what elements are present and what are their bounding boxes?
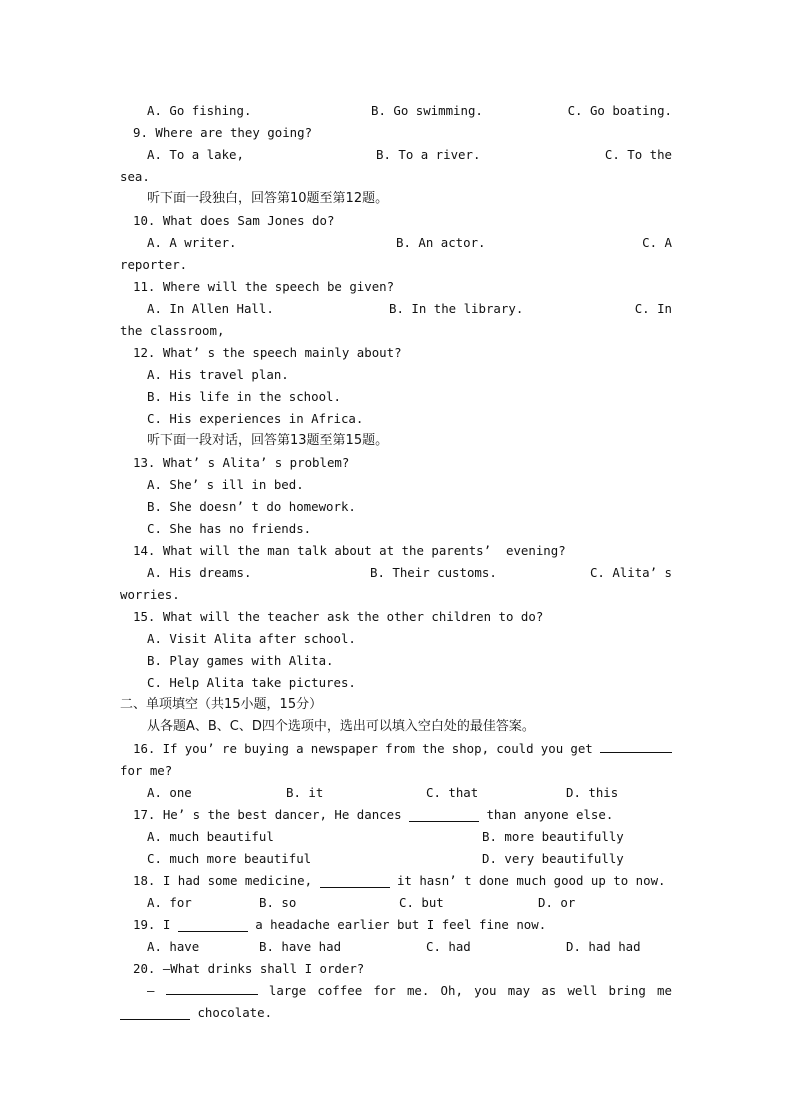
q16-wrap: for me?: [120, 763, 173, 778]
q19-question: [120, 914, 672, 936]
q20-dash: —: [147, 983, 155, 998]
q17-option-a: A. much beautiful: [147, 829, 274, 844]
q14-option-b: B. Their customs.: [370, 565, 497, 580]
q8-option-b: B. Go swimming.: [371, 103, 483, 118]
q17-options-row2: [120, 848, 672, 870]
q19-option-d: D. had had: [566, 939, 641, 954]
part2-instruction: 从各题A、B、C、D四个选项中，选出可以填入空白处的最佳答案。: [147, 719, 535, 734]
q11-options: [120, 298, 672, 320]
q16-answer-blank[interactable]: [600, 738, 672, 753]
q20-answer-blank-2[interactable]: [120, 1005, 190, 1020]
q11-option-b: B. In the library.: [389, 301, 524, 316]
q20-question: 20. —What drinks shall I order?: [133, 961, 365, 976]
q12-option-c: C. His experiences in Africa.: [147, 411, 364, 426]
q16-word: the: [422, 741, 445, 756]
q20-word: for: [373, 983, 396, 998]
q9-question: 9. Where are they going?: [133, 125, 313, 140]
q16-word: newspaper: [310, 741, 378, 756]
q17-text-before: 17. He’ s the best dancer, He dances: [133, 807, 410, 822]
q20-wrap: [120, 1002, 672, 1024]
q15-option-a: A. Visit Alita after school.: [147, 631, 356, 646]
q16-option-c: C. that: [426, 785, 479, 800]
q20-word: large: [268, 983, 307, 998]
q19-answer-blank[interactable]: [178, 917, 248, 932]
section-monologue: 听下面一段独白，回答第10题至第12题。: [147, 191, 389, 206]
q9-option-b: B. To a river.: [376, 147, 481, 162]
q8-option-a: A. Go fishing.: [147, 103, 252, 118]
q14-options: [120, 562, 672, 584]
q9-option-a: A. To a lake,: [147, 147, 244, 162]
exam-page: [120, 100, 672, 1024]
q16-options: [120, 782, 672, 804]
q10-option-a: A. A writer.: [147, 235, 237, 250]
q18-text-before: 18. I had some medicine,: [133, 873, 320, 888]
part2-title: 二、单项填空（共15小题，15分）: [120, 697, 323, 712]
q20-word: well: [567, 983, 598, 998]
q17-text-after: than anyone else.: [479, 807, 614, 822]
q20-word: Oh,: [440, 983, 463, 998]
q16-question: [120, 738, 672, 760]
q9-option-c: C. To the: [604, 147, 672, 162]
q19-option-b: B. have had: [259, 939, 342, 954]
q11-option-a: A. In Allen Hall.: [147, 301, 274, 316]
q18-option-b: B. so: [259, 895, 297, 910]
q16-word: If: [162, 741, 178, 756]
q18-answer-blank[interactable]: [320, 873, 390, 888]
q16-word: shop,: [451, 741, 490, 756]
q18-option-a: A. for: [147, 895, 192, 910]
q10-option-b: B. An actor.: [396, 235, 486, 250]
q9-wrap: sea.: [120, 169, 150, 184]
q11-question: 11. Where will the speech be given?: [133, 279, 395, 294]
q16-option-d: D. this: [566, 785, 619, 800]
q19-text-before: 19. I: [133, 917, 178, 932]
q10-question: 10. What does Sam Jones do?: [133, 213, 335, 228]
q12-option-b: B. His life in the school.: [147, 389, 341, 404]
q10-options: [120, 232, 672, 254]
q16-word: 16.: [133, 741, 156, 756]
q19-options: [120, 936, 672, 958]
q20-word: may: [507, 983, 531, 998]
q15-option-b: B. Play games with Alita.: [147, 653, 334, 668]
q20-word: coffee: [317, 983, 363, 998]
q13-option-a: A. She’ s ill in bed.: [147, 477, 304, 492]
q10-option-c: C. A: [642, 235, 672, 250]
q13-question: 13. What’ s Alita’ s problem?: [133, 455, 350, 470]
q17-option-b: B. more beautifully: [482, 829, 624, 844]
q8-options: [120, 100, 672, 122]
q18-option-c: C. but: [399, 895, 444, 910]
q16-word: a: [296, 741, 304, 756]
q17-options-row1: [120, 826, 672, 848]
q20-word: bring: [608, 983, 646, 998]
q18-option-d: D. or: [538, 895, 576, 910]
q11-option-c: C. In: [634, 301, 672, 316]
q8-option-c: C. Go boating.: [567, 103, 672, 118]
q17-answer-blank[interactable]: [409, 807, 479, 822]
q20-text-after: chocolate.: [190, 1005, 273, 1020]
q18-options: [120, 892, 672, 914]
q17-option-c: C. much more beautiful: [147, 851, 312, 866]
q16-word: buying: [244, 741, 289, 756]
q17-option-d: D. very beautifully: [482, 851, 624, 866]
q18-text-after: it hasn’ t done much good up to now.: [389, 873, 666, 888]
q16-word: get: [570, 741, 593, 756]
q16-word: could: [496, 741, 534, 756]
q16-word: from: [385, 741, 415, 756]
q20-answer-blank-1[interactable]: [166, 980, 258, 995]
q16-word: you’ re: [184, 741, 237, 756]
q20-word: me: [657, 983, 672, 998]
q13-option-c: C. She has no friends.: [147, 521, 312, 536]
q10-wrap: reporter.: [120, 257, 188, 272]
q19-option-c: C. had: [426, 939, 471, 954]
section-dialogue: 听下面一段对话，回答第13题至第15题。: [147, 433, 389, 448]
q19-text-after: a headache earlier but I feel fine now.: [247, 917, 547, 932]
q15-option-c: C. Help Alita take pictures.: [147, 675, 356, 690]
q20-word: you: [474, 983, 497, 998]
q12-question: 12. What’ s the speech mainly about?: [133, 345, 402, 360]
q12-option-a: A. His travel plan.: [147, 367, 289, 382]
q14-option-c: C. Alita’ s: [589, 565, 672, 580]
q13-option-b: B. She doesn’ t do homework.: [147, 499, 356, 514]
q14-option-a: A. His dreams.: [147, 565, 252, 580]
q16-option-b: B. it: [286, 785, 324, 800]
q11-wrap: the classroom,: [120, 323, 225, 338]
q20-word: as: [541, 983, 557, 998]
q14-wrap: worries.: [120, 587, 180, 602]
q19-option-a: A. have: [147, 939, 200, 954]
q16-word: you: [540, 741, 564, 756]
q20-response: [120, 980, 672, 1002]
q15-question: 15. What will the teacher ask the other children to do?: [133, 609, 544, 624]
q9-options: [120, 144, 672, 166]
q20-word: me.: [406, 983, 430, 998]
q17-question: [120, 804, 672, 826]
q18-question: [120, 870, 672, 892]
q16-option-a: A. one: [147, 785, 192, 800]
q14-question: 14. What will the man talk about at the parents’ evening?: [133, 543, 566, 558]
